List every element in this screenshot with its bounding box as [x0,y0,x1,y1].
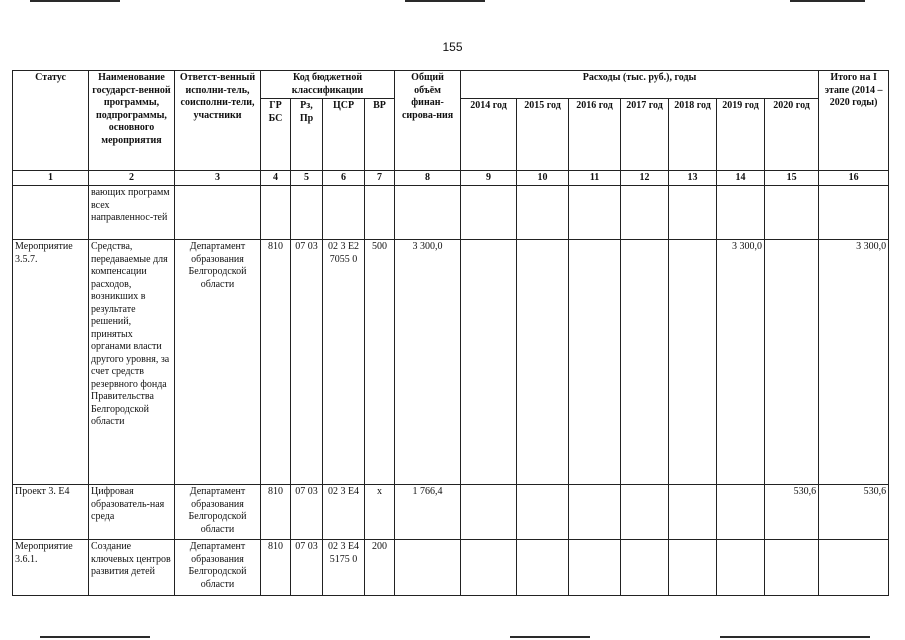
cell-2014 [461,186,517,240]
column-number: 4 [261,171,291,186]
scan-edge-top-mid [405,0,485,2]
table-row [13,540,889,596]
cell-2018 [669,186,717,240]
cell-2019: 3 300,0 [717,240,765,485]
column-number: 8 [395,171,461,186]
cell-vr: x [365,485,395,540]
header-csr: ЦСР [323,99,365,171]
cell-name: вающих программ всех направленнос-тей [89,186,175,240]
column-numbers-row [13,171,889,186]
column-number: 12 [621,171,669,186]
cell-stage-total: 3 300,0 [819,240,889,485]
cell-total [395,186,461,240]
cell-2020 [765,186,819,240]
header-budget-code: Код бюджетной классификации [261,71,395,99]
header-name: Наименование государст-венной программы, подпрограммы, основного мероприятия [89,71,175,171]
cell-2016 [569,540,621,596]
cell-responsible [175,186,261,240]
cell-grbs: 810 [261,540,291,596]
header-expenses: Расходы (тыс. руб.), годы [461,71,819,99]
cell-2015 [517,186,569,240]
budget-table [12,70,889,596]
cell-name: Средства, передаваемые для компенсации расходов, возникших в результате решений, принятых органами власти другого уровня, за счет средств резервного фонда Правительства Белгородской области [89,240,175,485]
table-row [13,485,889,540]
cell-stage-total [819,540,889,596]
cell-2019 [717,186,765,240]
cell-2018 [669,485,717,540]
cell-stage-total [819,186,889,240]
cell-2020 [765,540,819,596]
cell-name: Цифровая образователь-ная среда [89,485,175,540]
table-row [13,240,889,485]
header-grbs: ГР БС [261,99,291,171]
cell-2017 [621,186,669,240]
cell-2018 [669,540,717,596]
scan-edge-bottom-right [720,636,870,638]
cell-status: Мероприятие 3.6.1. [13,540,89,596]
cell-2016 [569,485,621,540]
scan-edge-top-right [790,0,865,2]
cell-2017 [621,485,669,540]
cell-csr: 02 3 Е2 7055 0 [323,240,365,485]
column-number: 15 [765,171,819,186]
scan-edge-top-left [30,0,120,2]
cell-responsible: Департамент образования Белгородской области [175,240,261,485]
column-number: 9 [461,171,517,186]
cell-total: 1 766,4 [395,485,461,540]
column-number: 5 [291,171,323,186]
cell-2016 [569,240,621,485]
cell-rzpr: 07 03 [291,485,323,540]
header-rzpr: Рз, Пр [291,99,323,171]
cell-status: Проект 3. Е4 [13,485,89,540]
header-year: 2017 год [621,99,669,171]
header-year: 2018 год [669,99,717,171]
cell-2018 [669,240,717,485]
header-status: Статус [13,71,89,171]
column-number: 7 [365,171,395,186]
cell-2020 [765,240,819,485]
cell-rzpr: 07 03 [291,240,323,485]
cell-responsible: Департамент образования Белгородской области [175,485,261,540]
cell-csr: 02 3 Е4 [323,485,365,540]
cell-2014 [461,240,517,485]
column-number: 13 [669,171,717,186]
cell-2014 [461,540,517,596]
scan-edge-bottom-mid [510,636,590,638]
header-year: 2014 год [461,99,517,171]
cell-stage-total: 530,6 [819,485,889,540]
cell-status [13,186,89,240]
cell-vr: 200 [365,540,395,596]
header-stage-total: Итого на I этапе (2014 – 2020 годы) [819,71,889,171]
cell-csr [323,186,365,240]
header-year: 2020 год [765,99,819,171]
cell-responsible: Департамент образования Белгородской области [175,540,261,596]
scan-edge-bottom-left [40,636,150,638]
column-number: 14 [717,171,765,186]
column-number: 6 [323,171,365,186]
cell-status: Мероприятие 3.5.7. [13,240,89,485]
cell-grbs: 810 [261,240,291,485]
page-number: 155 [442,40,463,54]
cell-2017 [621,240,669,485]
header-year: 2019 год [717,99,765,171]
column-number: 16 [819,171,889,186]
cell-total: 3 300,0 [395,240,461,485]
cell-2017 [621,540,669,596]
cell-csr: 02 3 Е4 5175 0 [323,540,365,596]
header-year: 2016 год [569,99,621,171]
table-row [13,186,889,240]
cell-2019 [717,540,765,596]
header-row-1 [13,71,889,99]
cell-rzpr: 07 03 [291,540,323,596]
header-responsible: Ответст-венный исполни-тель, соисполни-тели, участники [175,71,261,171]
cell-2015 [517,485,569,540]
column-number: 11 [569,171,621,186]
cell-2015 [517,540,569,596]
cell-vr [365,186,395,240]
cell-2019 [717,485,765,540]
cell-rzpr [291,186,323,240]
cell-2020: 530,6 [765,485,819,540]
column-number: 2 [89,171,175,186]
cell-name: Создание ключевых центров развития детей [89,540,175,596]
cell-vr: 500 [365,240,395,485]
header-vr: ВР [365,99,395,171]
cell-2014 [461,485,517,540]
cell-grbs: 810 [261,485,291,540]
column-number: 10 [517,171,569,186]
cell-total [395,540,461,596]
header-total-financing: Общий объём финан-сирова-ния [395,71,461,171]
cell-2015 [517,240,569,485]
column-number: 3 [175,171,261,186]
header-year: 2015 год [517,99,569,171]
cell-grbs [261,186,291,240]
column-number: 1 [13,171,89,186]
cell-2016 [569,186,621,240]
